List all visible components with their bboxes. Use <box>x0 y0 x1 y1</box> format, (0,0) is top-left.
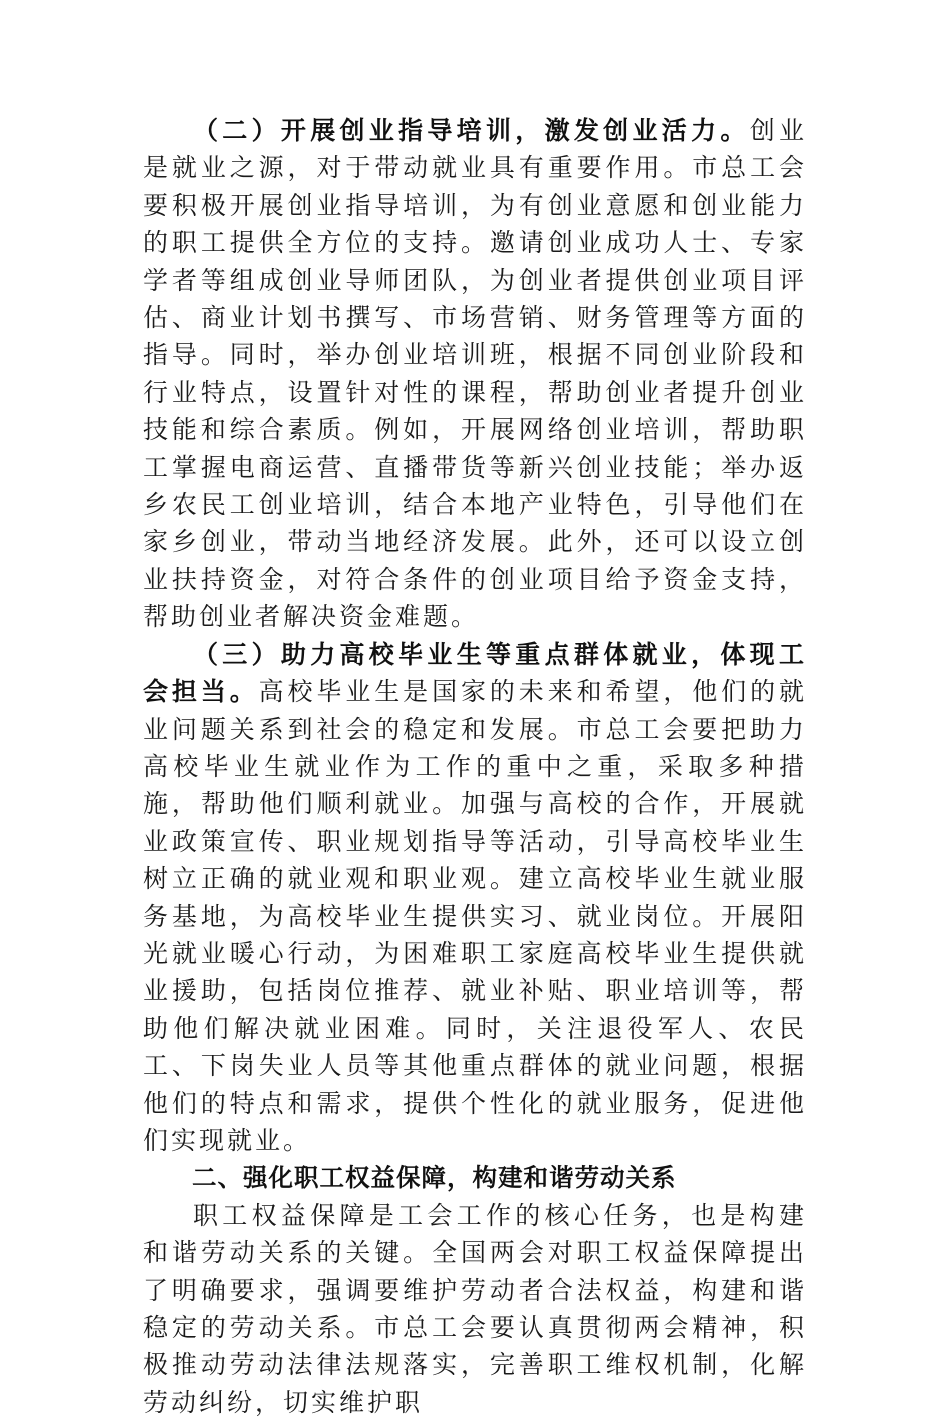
paragraph-text: 高校毕业生是国家的未来和希望，他们的就业问题关系到社会的稳定和发展。市总工会要把助力高校毕业生就业作为工作的重中之重，采取多种措施，帮助他们顺利就业。加强与高校的合作，开展就业政策宣传、职业规划指导等活动，引导高校毕业生树立正确的就业观和职业观。建立高校毕业生就业服务基地，为高校毕业生提供实习、就业岗位。开展阳光就业暖心行动，为困难职工家庭高校毕业生提供就业援助，包括岗位推荐、就业补贴、职业培训等，帮助他们解决就业困难。同时，关注退役军人、农民工、下岗失业人员等其他重点群体的就业问题，根据他们的特点和需求，提供个性化的就业服务，促进他们实现就业。 <box>143 677 807 1155</box>
paragraph-graduate-employment <box>143 636 807 1160</box>
paragraph-lead-heading: （二）开展创业指导培训，激发创业活力。 <box>193 116 750 145</box>
paragraph-entrepreneurship-training <box>143 112 807 636</box>
document-body <box>143 112 807 1421</box>
paragraph-lead-heading: （三）助力高校毕业生等重点群体就业，体现工会担当。 <box>143 639 807 707</box>
paragraph-worker-rights: 职工权益保障是工会工作的核心任务，也是构建和谐劳动关系的关键。全国两会对职工权益保障提出了明确要求，强调要维护劳动者合法权益，构建和谐稳定的劳动关系。市总工会要认真贯彻两会精神，积极推动劳动法律法规落实，完善职工维权机制，化解劳动纠纷，切实维护职 <box>143 1200 807 1417</box>
section-heading: 二、强化职工权益保障，构建和谐劳动关系 <box>192 1163 677 1193</box>
paragraph-text: 创业是就业之源，对于带动就业具有重要作用。市总工会要积极开展创业指导培训，为有创业意愿和创业能力的职工提供全方位的支持。邀请创业成功人士、专家学者等组成创业导师团队，为创业者提供创业项目评估、商业计划书撰写、市场营销、财务管理等方面的指导。同时，举办创业培训班，根据不同创业阶段和行业特点，设置针对性的课程，帮助创业者提升创业技能和综合素质。例如，开展网络创业培训，帮助职工掌握电商运营、直播带货等新兴创业技能；举办返乡农民工创业培训，结合本地产业特色，引导他们在家乡创业，带动当地经济发展。此外，还可以设立创业扶持资金，对符合条件的创业项目给予资金支持，帮助创业者解决资金难题。 <box>143 116 807 632</box>
